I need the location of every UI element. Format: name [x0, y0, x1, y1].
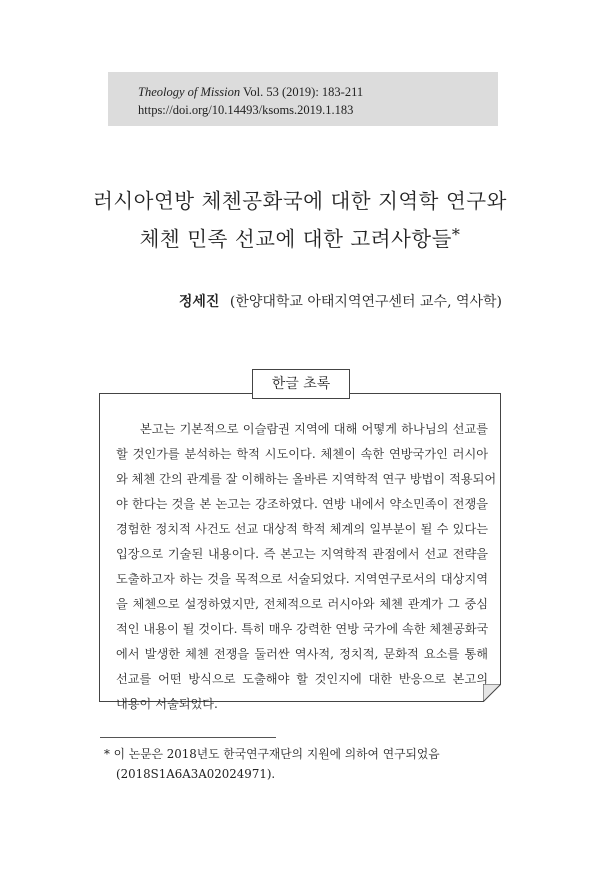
footnote-divider	[100, 737, 276, 738]
footnote-line-2: (2018S1A6A3A02024971).	[116, 767, 276, 781]
abstract-line: 내용이 서술되었다.	[116, 697, 218, 711]
title-line-2	[0, 218, 600, 256]
citation-box	[108, 72, 498, 126]
abstract-line: 을 체첸으로 설정하였지만, 전체적으로 러시아와 체첸 관계가 그 중심	[116, 597, 488, 611]
title-line-1: 러시아연방 체첸공화국에 대한 지역학 연구와	[93, 189, 507, 213]
title-line-2-text: 체첸 민족 선교에 대한 고려사항들	[139, 227, 452, 251]
abstract-line: 할 것인가를 분석하는 학적 시도이다. 체첸이 속한 연방국가인 러시아	[116, 447, 488, 461]
abstract-heading: 한글 초록	[252, 369, 350, 399]
abstract-line: 본고는 기본적으로 이슬람권 지역에 대해 어떻게 하나님의 선교를	[140, 422, 488, 436]
journal-name: Theology of Mission	[138, 85, 241, 99]
author-line	[179, 291, 502, 311]
author-affiliation: (한양대학교 아태지역연구센터 교수, 역사학)	[229, 294, 502, 310]
volume-info: Vol. 53 (2019): 183-211	[243, 85, 364, 99]
doi-link[interactable]: https://doi.org/10.14493/ksoms.2019.1.183	[138, 103, 354, 117]
footnote-line-1: * 이 논문은 2018년도 한국연구재단의 지원에 의하여 연구되었음	[104, 747, 440, 761]
abstract-line: 에서 발생한 체첸 전쟁을 둘러싼 역사적, 정치적, 문화적 요소를 통해	[116, 647, 488, 661]
abstract-body	[116, 417, 497, 717]
citation-line	[138, 83, 498, 101]
abstract-line: 입장으로 기술된 내용이다. 즉 본고는 지역학적 관점에서 선교 전략을	[116, 547, 488, 561]
abstract-line: 경험한 정치적 사건도 선교 대상적 학적 체계의 일부분이 될 수 있다는	[116, 522, 488, 536]
abstract-line: 도출하고자 하는 것을 목적으로 서술되었다. 지역연구로서의 대상지역	[116, 572, 488, 586]
author-name: 정세진	[178, 294, 220, 310]
footnote	[104, 744, 504, 784]
abstract-line: 선교를 어떤 방식으로 도출해야 할 것인지에 대한 반응으로 본고의	[116, 672, 488, 686]
paper-title	[0, 184, 600, 256]
abstract-line: 적인 내용이 될 것이다. 특히 매우 강력한 연방 국가에 속한 체첸공화국	[116, 622, 489, 636]
abstract-line: 야 한다는 것을 본 논고는 강조하였다. 연방 내에서 약소민족이 전쟁을	[116, 497, 488, 511]
abstract-line: 와 체첸 간의 관계를 잘 이해하는 올바른 지역학적 연구 방법이 적용되어	[116, 472, 497, 486]
title-footnote-mark[interactable]: *	[451, 225, 461, 244]
